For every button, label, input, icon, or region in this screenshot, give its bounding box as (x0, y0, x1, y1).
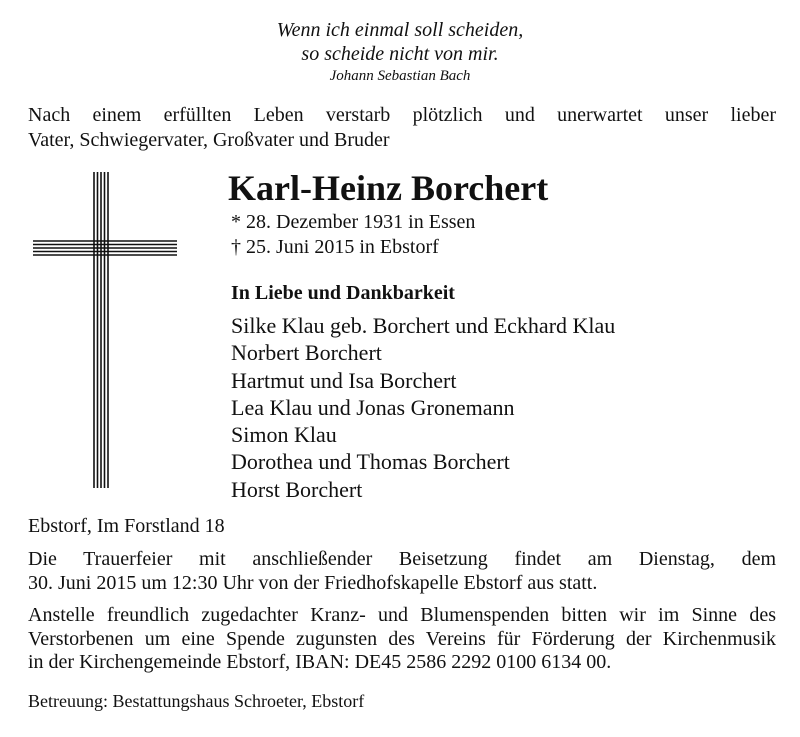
death-date: † 25. Juni 2015 in Ebstorf (231, 236, 439, 258)
mourner-name: Norbert Borchert (231, 340, 382, 366)
funeral-line-1: Die Trauerfeier mit anschließender Beisetzung findet am Dienstag, dem (28, 548, 776, 570)
epigraph-author: Johann Sebastian Bach (329, 68, 471, 84)
mourner-name: Horst Borchert (231, 476, 363, 502)
epigraph-line-1: Wenn ich einmal soll scheiden, (276, 19, 524, 41)
donation-line-3: in der Kirchengemeinde Ebstorf, IBAN: DE45 2586 2292 0100 6134 00. (28, 651, 612, 673)
latin-cross-icon (33, 172, 177, 488)
life-dates (231, 210, 475, 260)
epigraph-line-2: so scheide nicht von mir. (301, 43, 499, 65)
mourners-heading: In Liebe und Dankbarkeit (231, 282, 455, 304)
funeral-notice (28, 548, 776, 595)
mourners-list (231, 312, 615, 503)
epigraph (0, 18, 800, 86)
mourner-name: Simon Klau (231, 422, 337, 448)
donation-line-2: Verstorbenen um eine Spende zugunsten des Vereins für Förderung der Kirchenmusik (28, 627, 776, 650)
intro-line-1: Nach einem erfüllten Leben verstarb plötzlich und unerwartet unser lieber (28, 104, 776, 126)
funeral-line-2: 30. Juni 2015 um 12:30 Uhr von der Friedhofskapelle Ebstorf aus statt. (28, 571, 598, 594)
deceased-name: Karl-Heinz Borchert (228, 168, 549, 208)
mourner-name: Lea Klau und Jonas Gronemann (231, 394, 515, 420)
funeral-home-credit: Betreuung: Bestattungshaus Schroeter, Ebstorf (28, 691, 365, 711)
mourner-name: Silke Klau geb. Borchert und Eckhard Klau (231, 313, 616, 338)
intro-line-2: Vater, Schwiegervater, Großvater und Bruder (28, 129, 390, 151)
mourner-name: Dorothea und Thomas Borchert (231, 449, 510, 475)
intro-text (28, 103, 776, 153)
donation-line-1: Anstelle freundlich zugedachter Kranz- und Blumenspenden bitten wir im Sinne des (28, 604, 776, 626)
family-address: Ebstorf, Im Forstland 18 (28, 515, 225, 537)
mourner-name: Hartmut und Isa Borchert (231, 367, 457, 393)
birth-date: * 28. Dezember 1931 in Essen (231, 211, 476, 233)
donation-notice (28, 604, 776, 675)
